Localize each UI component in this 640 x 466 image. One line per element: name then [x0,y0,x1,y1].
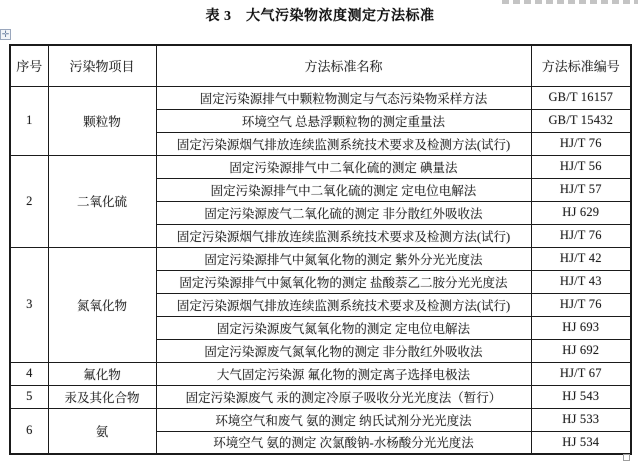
table-resize-handle[interactable] [623,454,630,461]
method-name-cell: 固定污染源废气氮氧化物的测定 定电位电解法 [156,316,531,339]
standard-code-cell: HJ 629 [531,201,631,224]
standard-code-cell: HJ/T 76 [531,132,631,155]
method-name-cell: 固定污染源排气中氮氧化物的测定 紫外分光光度法 [156,247,531,270]
standard-code-cell: HJ/T 43 [531,270,631,293]
pollutant-cell: 氟化物 [48,362,156,385]
standard-code-cell: GB/T 15432 [531,109,631,132]
seq-cell: 2 [10,155,48,247]
move-handle-glyph: ✛ [1,29,10,39]
cropped-text-fragment [502,0,638,4]
method-name-cell: 固定污染源排气中二氧化硫的测定 碘量法 [156,155,531,178]
method-name-cell: 环境空气和废气 氨的测定 纳氏试剂分光光度法 [156,408,531,431]
col-header-pollutant: 污染物项目 [48,45,156,86]
table-row [10,408,631,431]
seq-cell: 5 [10,385,48,408]
seq-cell: 6 [10,408,48,454]
header-row [10,45,631,86]
standard-code-cell: HJ 543 [531,385,631,408]
table-title: 表 3 大气污染物浓度测定方法标准 [205,9,435,24]
pollutant-cell: 颗粒物 [48,86,156,155]
seq-cell: 1 [10,86,48,155]
seq-cell: 3 [10,247,48,362]
method-name-cell: 大气固定污染源 氟化物的测定离子选择电极法 [156,362,531,385]
standard-code-cell: HJ 693 [531,316,631,339]
standards-table [9,44,632,455]
method-name-cell: 固定污染源废气二氧化硫的测定 非分散红外吸收法 [156,201,531,224]
standard-code-cell: HJ 533 [531,408,631,431]
standard-code-cell: HJ/T 76 [531,293,631,316]
table-move-handle-icon[interactable] [0,29,11,40]
standard-code-cell: HJ/T 56 [531,155,631,178]
table-row [10,362,631,385]
method-name-cell: 固定污染源废气 汞的测定冷原子吸收分光光度法（暂行） [156,385,531,408]
standard-code-cell: HJ/T 67 [531,362,631,385]
col-header-method-name: 方法标准名称 [156,45,531,86]
method-name-cell: 环境空气 氨的测定 次氯酸钠-水杨酸分光光度法 [156,431,531,454]
pollutant-cell: 二氧化硫 [48,155,156,247]
table-row [10,155,631,178]
method-name-cell: 固定污染源排气中颗粒物测定与气态污染物采样方法 [156,86,531,109]
method-name-cell: 固定污染源废气氮氧化物的测定 非分散红外吸收法 [156,339,531,362]
seq-cell: 4 [10,362,48,385]
standard-code-cell: GB/T 16157 [531,86,631,109]
method-name-cell: 固定污染源烟气排放连续监测系统技术要求及检测方法(试行) [156,224,531,247]
method-name-cell: 固定污染源烟气排放连续监测系统技术要求及检测方法(试行) [156,132,531,155]
standard-code-cell: HJ 692 [531,339,631,362]
pollutant-cell: 氨 [48,408,156,454]
method-name-cell: 固定污染源排气中二氧化硫的测定 定电位电解法 [156,178,531,201]
method-name-cell: 固定污染源烟气排放连续监测系统技术要求及检测方法(试行) [156,293,531,316]
method-name-cell: 环境空气 总悬浮颗粒物的测定重量法 [156,109,531,132]
col-header-seq: 序号 [10,45,48,86]
standard-code-cell: HJ/T 57 [531,178,631,201]
standard-code-cell: HJ 534 [531,431,631,454]
col-header-standard-code: 方法标准编号 [531,45,631,86]
pollutant-cell: 汞及其化合物 [48,385,156,408]
table-row [10,247,631,270]
pollutant-cell: 氮氧化物 [48,247,156,362]
standard-code-cell: HJ/T 42 [531,247,631,270]
standard-code-cell: HJ/T 76 [531,224,631,247]
table-row [10,385,631,408]
method-name-cell: 固定污染源排气中氮氧化物的测定 盐酸萘乙二胺分光光度法 [156,270,531,293]
table-row [10,86,631,109]
